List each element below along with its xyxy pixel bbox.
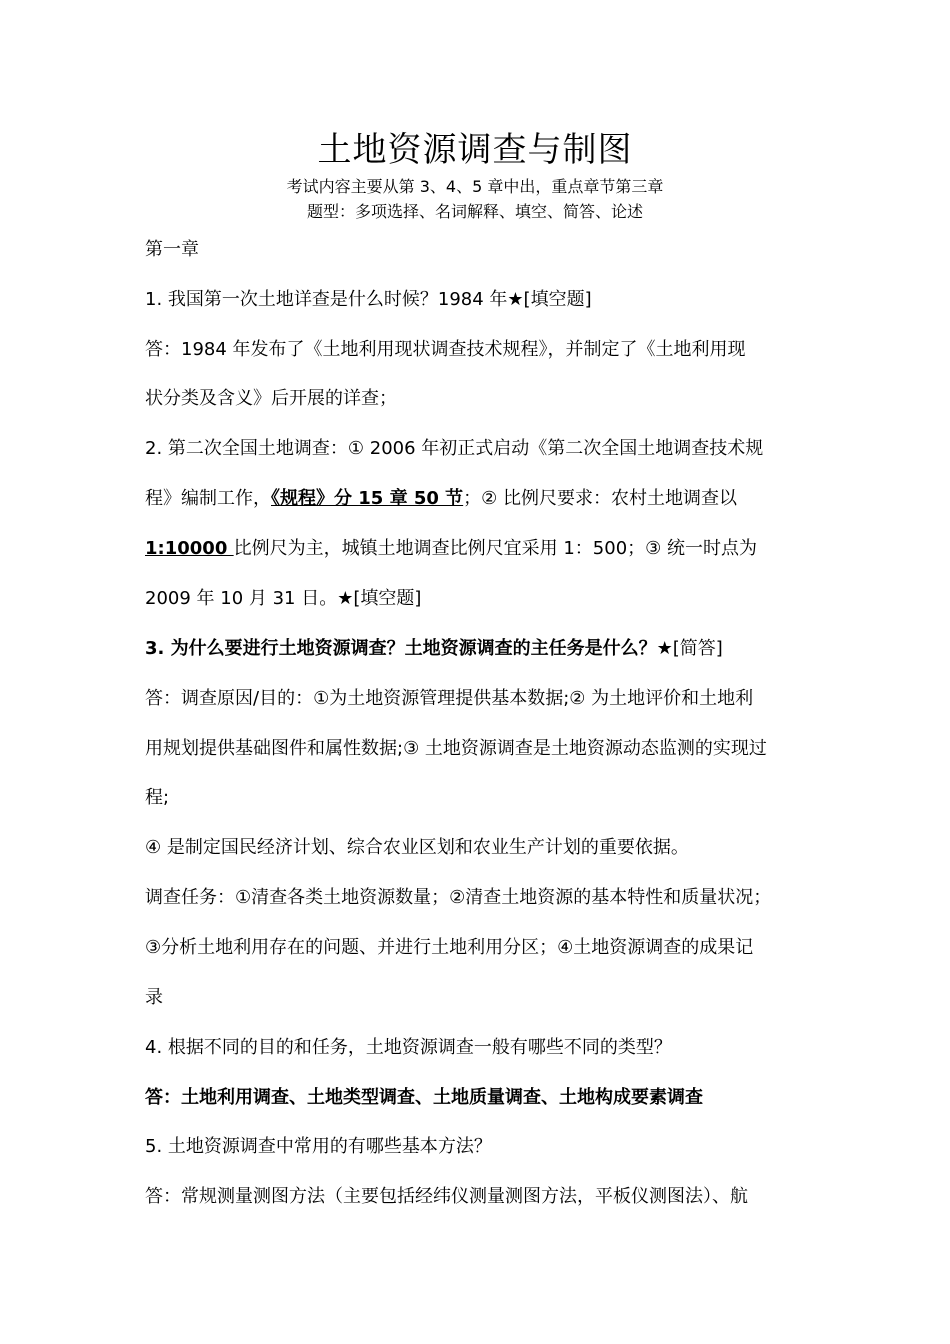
answer-3-line-4: ④ 是制定国民经济计划、综合农业区划和农业生产计划的重要依据。 — [145, 837, 689, 858]
subtitle-scope: 考试内容主要从第 3、4、5 章中出，重点章节第三章 — [286, 177, 664, 196]
question-4: 4. 根据不同的目的和任务，土地资源调查一般有哪些不同的类型？ — [145, 1037, 672, 1058]
question-1: 1. 我国第一次土地详查是什么时候？1984 年★[填空题] — [145, 289, 592, 310]
question-2-text: 程》编制工作， — [145, 488, 271, 509]
question-2-line-1: 2. 第二次全国土地调查：① 2006 年初正式启动《第二次全国土地调查技术规 — [145, 438, 764, 459]
answer-3-line-5: 调查任务：①清查各类土地资源数量；②清查土地资源的基本特性和质量状况； — [145, 887, 772, 908]
answer-5-line-1: 答：常规测量测图方法（主要包括经纬仪测量测图方法，平板仪测图法）、航 — [145, 1186, 748, 1207]
answer-4: 答：土地利用调查、土地类型调查、土地质量调查、土地构成要素调查 — [145, 1087, 703, 1108]
question-3-tag: [简答] — [672, 638, 723, 659]
question-2-line-3 — [145, 536, 825, 562]
scale-highlight: 1:10000 — [145, 538, 234, 559]
answer-3-line-7: 录 — [145, 987, 163, 1008]
regulation-highlight: 《规程》分 15 章 50 节 — [271, 488, 464, 509]
answer-3-line-3: 程; — [145, 787, 170, 808]
answer-3-line-1: 答：调查原因/目的：①为土地资源管理提供基本数据;② 为土地评价和土地利 — [145, 688, 754, 709]
answer-1-line-2: 状分类及含义》后开展的详查； — [145, 388, 397, 409]
question-5: 5. 土地资源调查中常用的有哪些基本方法？ — [145, 1136, 492, 1157]
document-title: 土地资源调查与制图 — [317, 130, 633, 170]
question-2-text: ；② 比例尺要求：农村土地调查以 — [463, 488, 738, 509]
answer-3-line-2: 用规划提供基础图件和属性数据;③ 土地资源调查是土地资源动态监测的实现过 — [145, 738, 767, 759]
question-2-line-2 — [145, 486, 825, 512]
question-3-text: 3. 为什么要进行土地资源调查？土地资源调查的主任务是什么？★ — [145, 638, 673, 659]
answer-1-line-1: 答：1984 年发布了《土地利用现状调查技术规程》，并制定了《土地利用现 — [145, 339, 746, 360]
subtitle-question-types: 题型：多项选择、名词解释、填空、简答、论述 — [306, 202, 643, 221]
chapter-heading: 第一章 — [145, 239, 199, 260]
answer-3-line-6: ③分析土地利用存在的问题、并进行土地利用分区；④土地资源调查的成果记 — [145, 937, 754, 958]
question-2-line-4: 2009 年 10 月 31 日。★[填空题] — [145, 588, 422, 609]
question-3 — [145, 636, 825, 662]
question-2-text: 比例尺为主，城镇土地调查比例尺宜采用 1：500；③ 统一时点为 — [233, 538, 758, 559]
